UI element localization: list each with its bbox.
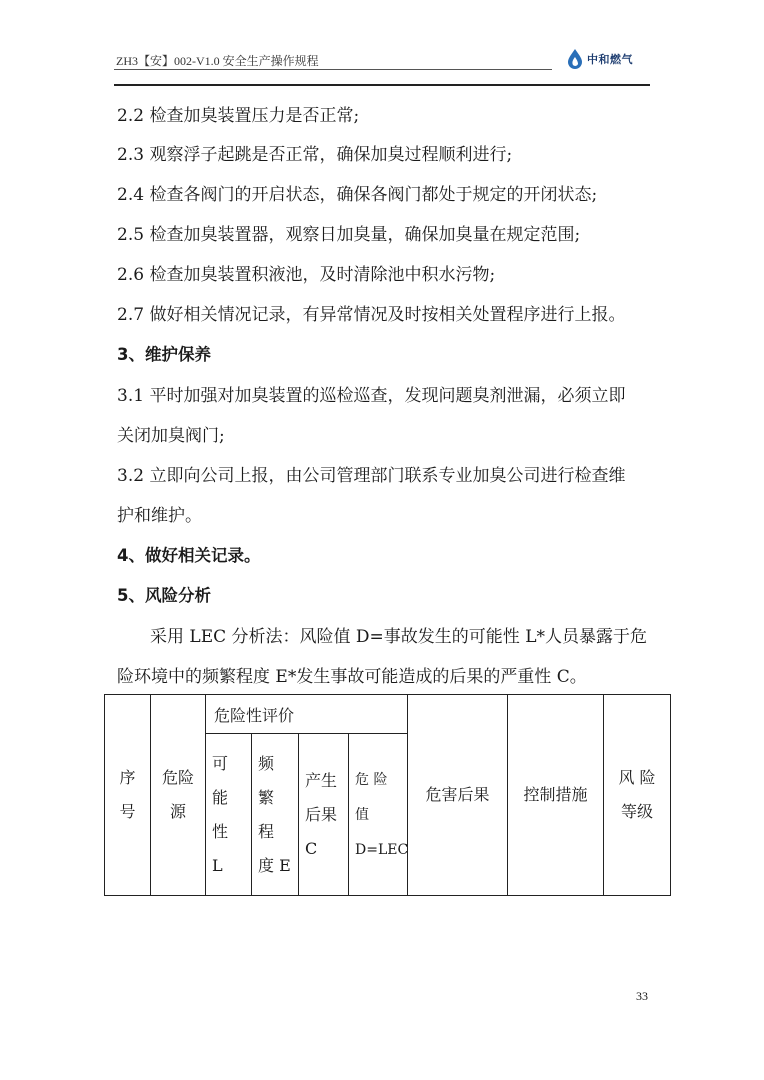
header-underline [114, 69, 552, 70]
body-line: 3.2 立即向公司上报，由公司管理部门联系专业加臭公司进行检查维 [117, 466, 626, 486]
header-consequence-C: 产生 后果 C [299, 734, 349, 896]
header-hazard-source: 危险 源 [151, 695, 206, 896]
body-line: 2.2 检查加臭装置压力是否正常; [117, 106, 360, 126]
flame-drop-icon [566, 48, 584, 70]
body-line: 护和维护。 [117, 506, 202, 526]
header-consequence: 危害后果 [408, 695, 508, 896]
header-risk-level: 风 险 等级 [604, 695, 671, 896]
document-code: ZH3【安】002-V1.0 安全生产操作规程 [116, 54, 319, 68]
body-line: 2.5 检查加臭装置器，观察日加臭量，确保加臭量在规定范围; [117, 225, 581, 245]
body-line: 2.3 观察浮子起跳是否正常，确保加臭过程顺利进行; [117, 145, 513, 165]
company-logo [566, 48, 633, 70]
header-likelihood-L: 可 能 性 L [206, 734, 252, 896]
body-line: 3.1 平时加强对加臭装置的巡检巡查，发现问题臭剂泄漏，必须立即 [117, 386, 626, 406]
header-frequency-E: 频 繁 程 度 E [252, 734, 299, 896]
section-heading: 5、风险分析 [117, 586, 211, 605]
body-line: 险环境中的频繁程度 E*发生事故可能造成的后果的严重性 C。 [117, 667, 587, 687]
body-line: 采用 LEC 分析法：风险值 D=事故发生的可能性 L*人员暴露于危 [150, 627, 647, 647]
header-seq: 序 号 [105, 695, 151, 896]
page-number: 33 [636, 989, 648, 1003]
logo-text: 中和燃气 [587, 53, 633, 66]
header-risk-value-D: 危 险 值 D=LEC [349, 734, 408, 896]
section-heading: 4、做好相关记录。 [117, 546, 261, 565]
body-line: 关闭加臭阀门; [117, 426, 225, 446]
header-risk-evaluation: 危险性评价 [206, 695, 408, 734]
header-control-measures: 控制措施 [508, 695, 604, 896]
body-line: 2.6 检查加臭装置积液池，及时清除池中积水污物; [117, 265, 496, 285]
body-line: 2.4 检查各阀门的开启状态，确保各阀门都处于规定的开闭状态; [117, 185, 598, 205]
body-line: 2.7 做好相关情况记录，有异常情况及时按相关处置程序进行上报。 [117, 305, 626, 325]
header-rule [114, 84, 650, 86]
risk-analysis-table [104, 694, 671, 896]
section-heading: 3、维护保养 [117, 345, 211, 364]
